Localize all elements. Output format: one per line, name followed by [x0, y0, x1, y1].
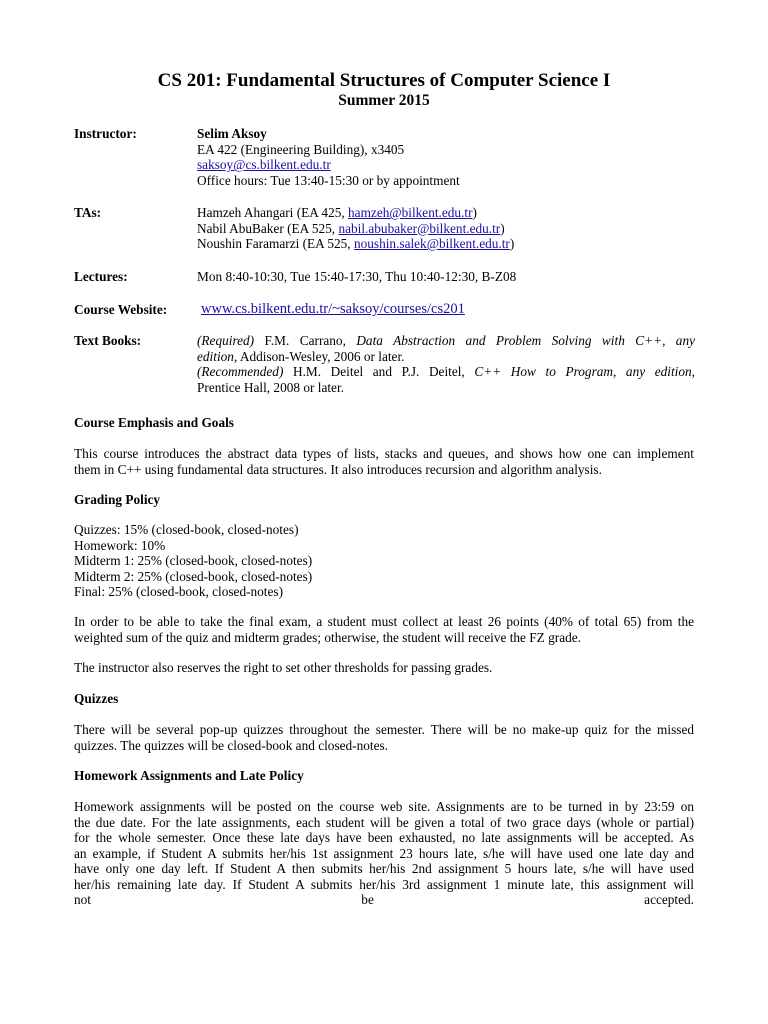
course-term: Summer 2015: [338, 92, 430, 109]
instructor-email-link[interactable]: saksoy@cs.bilkent.edu.tr: [197, 157, 331, 172]
lectures-label: Lectures:: [74, 269, 128, 284]
section-heading-grading: Grading Policy: [74, 492, 161, 507]
instructor-office: EA 422 (Engineering Building), x3405: [197, 141, 405, 157]
course-title: CS 201: Fundamental Structures of Computer Science I: [157, 70, 611, 91]
website-label: Course Website:: [74, 302, 168, 317]
grading-breakdown: [74, 522, 694, 600]
instructor-label: Instructor:: [74, 126, 137, 141]
lectures-schedule: Mon 8:40-10:30, Tue 15:40-17:30, Thu 10:40-12:30, B-Z08: [197, 269, 517, 284]
emphasis-paragraph: This course introduces the abstract data types of lists, stacks and queues, and shows how one can implement them in C++ using fundamental data structures. It also introduces recursion and algorithm analysis.: [74, 446, 694, 477]
grading-item: Homework: 10%: [74, 537, 166, 553]
grading-threshold-paragraph: In order to be able to take the final exam, a student must collect at least 26 points (40% of total 65) from the weighted sum of the quiz and midterm grades; otherwise, the student will receive the FZ grade.: [74, 614, 694, 645]
textbook-recommended-publisher: Prentice Hall, 2008 or later.: [197, 379, 344, 395]
textbooks-label: Text Books:: [74, 333, 142, 348]
grading-item: Midterm 2: 25% (closed-book, closed-notes): [74, 568, 313, 584]
textbook-recommended: (Recommended) H.M. Deitel and P.J. Deitel, C++ How to Program, any edition,: [197, 364, 695, 379]
textbook-required: (Required) F.M. Carrano, Data Abstraction and Problem Solving with C++, any: [197, 333, 696, 348]
instructor-name: Selim Aksoy: [197, 126, 267, 141]
ta-email-link[interactable]: hamzeh@bilkent.edu.tr: [348, 205, 473, 220]
grading-item: Midterm 1: 25% (closed-book, closed-notes): [74, 553, 313, 568]
tas-list: [197, 205, 695, 252]
section-heading-quizzes: Quizzes: [74, 691, 119, 706]
course-website-link[interactable]: www.cs.bilkent.edu.tr/~saksoy/courses/cs201: [201, 301, 465, 317]
grading-item: Final: 25% (closed-book, closed-notes): [74, 584, 284, 599]
instructor-office-hours: Office hours: Tue 13:40-15:30 or by appointment: [197, 172, 460, 188]
website-value: [197, 301, 695, 318]
ta-entry: Hamzeh Ahangari (EA 425, hamzeh@bilkent.edu.tr): [197, 205, 477, 220]
ta-email-link[interactable]: noushin.salek@bilkent.edu.tr: [353, 236, 510, 251]
instructor-info: [197, 126, 695, 188]
section-heading-emphasis: Course Emphasis and Goals: [74, 415, 234, 430]
tas-label: TAs:: [74, 205, 102, 220]
section-heading-homework: Homework Assignments and Late Policy: [74, 768, 304, 783]
quizzes-paragraph: There will be several pop-up quizzes throughout the semester. There will be no make-up quiz for the missed quizzes. The quizzes will be closed-book and closed-notes.: [74, 722, 694, 753]
ta-email-link[interactable]: nabil.abubaker@bilkent.edu.tr: [338, 220, 501, 236]
grading-reserve-paragraph: The instructor also reserves the right to set other thresholds for passing grades.: [74, 660, 493, 675]
homework-paragraph: Homework assignments will be posted on the course web site. Assignments are to be turned in by 23:59 on the due date. For the late assignments, each student will be given a total of two grace days (whole or partial) for the whole semester. Once these late days have been exhausted, no late assignments will be accepted. As an example, if Student A submits her/his 1st assignment 23 hours late, s/he will have used one late day and have only one day left. If Student A then submits her/his 2nd assignment 5 hours late, s/he will have used her/his remaining late day. If Student A submits her/his 3rd assignment 1 minute late, this assignment will not be accepted.: [74, 799, 694, 907]
textbook-required-cont: edition, Addison-Wesley, 2006 or later.: [197, 348, 405, 364]
ta-entry: Noushin Faramarzi (EA 525, noushin.salek@bilkent.edu.tr): [197, 236, 515, 251]
textbooks-list: [197, 333, 695, 395]
grading-item: Quizzes: 15% (closed-book, closed-notes): [74, 522, 299, 537]
ta-entry: Nabil AbuBaker (EA 525, nabil.abubaker@bilkent.edu.tr): [197, 220, 505, 236]
